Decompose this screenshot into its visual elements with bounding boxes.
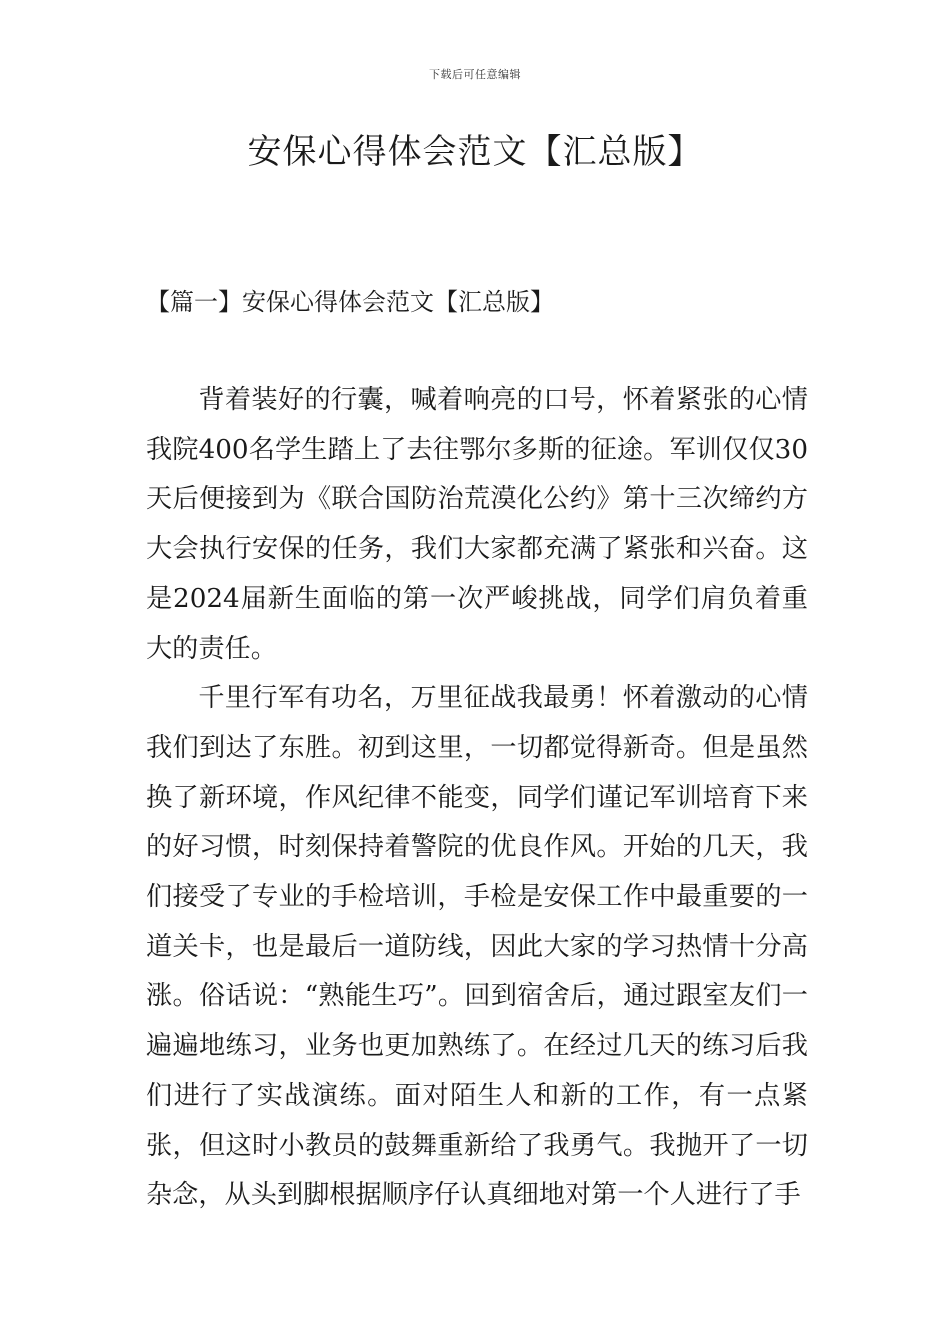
document-title: 安保心得体会范文【汇总版】 <box>247 132 703 172</box>
paragraph-1: 背着装好的行囊，喊着响亮的口号，怀着紧张的心情我院400名学生踏上了去往鄂尔多斯的征途。军训仅仅30天后便接到为《联合国防治荒漠化公约》第十三次缔约方大会执行安保的任务，我们大家都充满了紧张和兴奋。这是2024届新生面临的第一次严峻挑战，同学们肩负着重大的责任。 <box>146 385 808 664</box>
paragraph-2: 千里行军有功名，万里征战我最勇！怀着激动的心情我们到达了东胜。初到这里，一切都觉得新奇。但是虽然换了新环境，作风纪律不能变，同学们谨记军训培育下来的好习惯，时刻保持着警院的优良作风。开始的几天，我们接受了专业的手检培训，手检是安保工作中最重要的一道关卡，也是最后一道防线，因此大家的学习热情十分高涨。俗话说：“熟能生巧”。回到宿舍后，通过跟室友们一遍遍地练习，业务也更加熟练了。在经过几天的练习后我们进行了实战演练。面对陌生人和新的工作，有一点紧张，但这时小教员的鼓舞重新给了我勇气。我抛开了一切杂念，从头到脚根据顺序仔认真细地对第一个人进行了手 <box>146 683 808 1211</box>
section-heading: 【篇一】安保心得体会范文【汇总版】 <box>146 288 554 316</box>
header-note: 下载后可任意编辑 <box>429 68 521 81</box>
body-text <box>146 376 808 1221</box>
